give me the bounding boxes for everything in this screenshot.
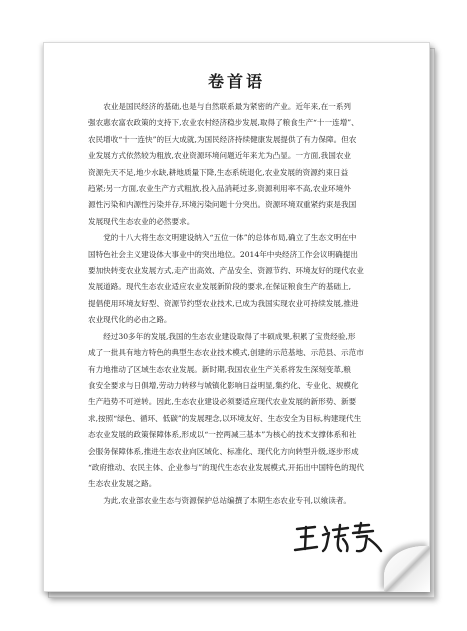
paragraph-2: 党的十八大将生态文明建设纳入“五位一体”的总体布局,确立了生态文明在中 国特色社会主义建设体大事业中的突出地位。2014年中央经济工作会议明确提出 要加快转变农业发展方式,走产出高效、产品安全、资源节约、环境友好的现代农业 发展道路。现代生态农业适应农业发展新阶段的要求,在保证粮食生产的基础上, 提倡使用环境友好型、资源节约型农业技术,已成为我国实现农业可持续发展,推进 农业现代化的必由之路。 [88,233,364,325]
paragraph-3: 经过30多年的发展,我国的生态农业建设取得了丰硕成果,积累了宝贵经验,形 成了一批具有地方特色的典型生态农业技术模式,创建的示范基地、示范县、示范市 有力地推动了区域生态农业发展。新时期,我国农业生产关系将发生深刻变革,粮 食安全要求与日俱增,劳动力转移与城镇化影响日益明显,集约化、专业化、规模化 生产趋势不可逆转。因此,生态农业建设必须要适应现代农业发展的新形势、新要 求,按照“绿色、循环、低碳”的发展理念,以环境友好、生态安全为目标,构建现代生 态农业发展的政策保障体系,形成以“一控两减三基本”为核心的技术支撑体系和社 会服务保障体系,推进生态农业向区域化、标准化、现代化方向转型升级,逐步形成 “政府推动、农民主体、企业参与”的现代生态农业发展模式,开拓出中国特色的现代 生态农业发展之路。 [88,331,364,489]
page-sheet [43,42,430,592]
paragraph-1: 农业是国民经济的基础,也是与自然联系最为紧密的产业。近年来,在一系列 强农惠农富农政策的支持下,农业农村经济稳步发展,取得了粮食生产“十一连增”、 农民增收“十一连快”的巨大成就,为国民经济持续健康发展提供了有力保障。但农 业发展方式依然较为粗放,农业资源环境问题近年来尤为凸显。一方面,我国农业 资源先天不足,地少水缺,耕地质量下降,生态系统退化,农业发展的资源约束日益 趋紧;另一方面,农业生产方式粗放,投入品消耗过多,资源利用率不高,农业环境外 源性污染和内源性污染并存,环境污染问题十分突出。资源环境双重紧约束是我国 发展现代生态农业的必然要求。 [88,102,359,226]
body-text [88,99,416,509]
paragraph-4: 为此,农业部农业生态与资源保护总站编撰了本期生态农业专刊,以飨读者。 [103,495,352,505]
handwritten-signature [293,521,385,555]
page-title: 卷首语 [207,72,265,91]
page-curl [384,546,430,592]
